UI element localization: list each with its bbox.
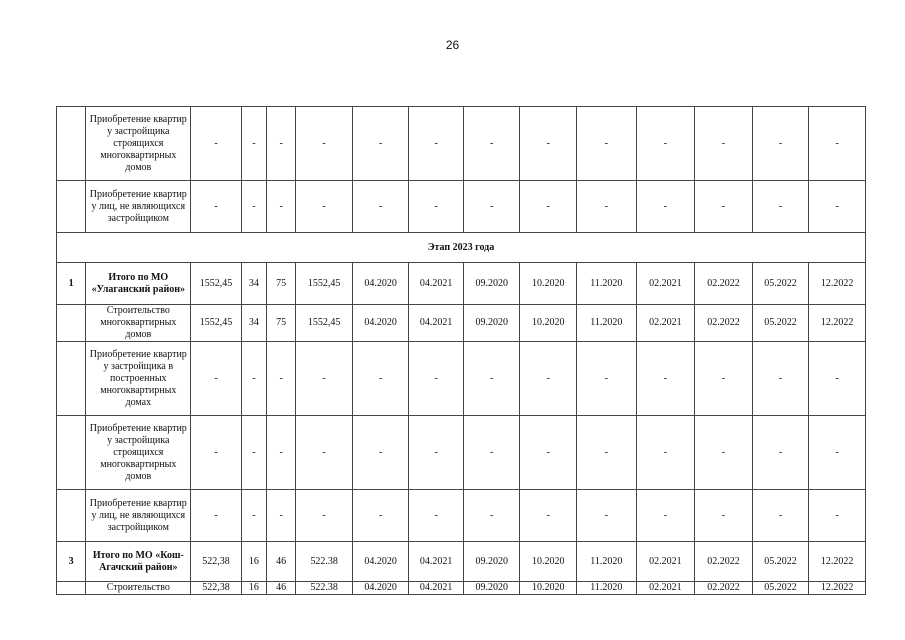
table-cell: -	[752, 181, 809, 233]
table-cell: 11.2020	[577, 305, 637, 342]
table-cell: 02.2021	[636, 263, 695, 305]
table-row	[57, 263, 866, 305]
table-cell: 16	[241, 582, 266, 595]
table-cell: -	[241, 107, 266, 181]
table-cell: 02.2022	[695, 263, 753, 305]
table-cell: -	[695, 107, 753, 181]
table-cell: 10.2020	[520, 542, 577, 582]
table-cell: -	[296, 181, 353, 233]
table-cell: -	[296, 107, 353, 181]
table-cell: -	[520, 416, 577, 490]
table-cell: 75	[267, 263, 296, 305]
table-cell: -	[752, 107, 809, 181]
table-cell: -	[463, 107, 520, 181]
table-cell: -	[191, 416, 241, 490]
row-name: Строительство многоквартирных домов	[86, 305, 191, 342]
table-cell: 09.2020	[463, 305, 520, 342]
table-cell: -	[695, 490, 753, 542]
table-cell: -	[809, 181, 866, 233]
table-cell: 10.2020	[520, 305, 577, 342]
table-cell: 04.2021	[409, 305, 464, 342]
row-name: Приобретение квартир у застройщика строящихся многоквартирных домов	[86, 107, 191, 181]
table-cell: -	[520, 181, 577, 233]
table-cell: 12.2022	[809, 582, 866, 595]
page-number: 26	[445, 38, 460, 52]
table-cell: -	[241, 342, 266, 416]
table-cell: -	[636, 181, 695, 233]
table-cell: -	[752, 490, 809, 542]
table-cell: 05.2022	[752, 263, 809, 305]
row-number	[57, 490, 86, 542]
table-cell: 02.2022	[695, 542, 753, 582]
table-cell: -	[352, 181, 409, 233]
table-row	[57, 342, 866, 416]
table-cell: -	[463, 342, 520, 416]
row-number: 1	[57, 263, 86, 305]
table-cell: -	[296, 416, 353, 490]
table-cell: -	[267, 416, 296, 490]
row-name: Приобретение квартир у лиц, не являющихся застройщиком	[86, 181, 191, 233]
table-cell: 02.2022	[695, 305, 753, 342]
table-cell: -	[809, 490, 866, 542]
table-cell: -	[577, 416, 637, 490]
table-cell: -	[267, 342, 296, 416]
row-name: Приобретение квартир у лиц, не являющихся застройщиком	[86, 490, 191, 542]
table-cell: -	[191, 490, 241, 542]
table-cell: 09.2020	[463, 263, 520, 305]
table-cell: -	[241, 181, 266, 233]
row-number	[57, 416, 86, 490]
row-name: Приобретение квартир у застройщика в построенных многоквартирных домах	[86, 342, 191, 416]
table-row	[57, 416, 866, 490]
table-cell: 522,38	[191, 542, 241, 582]
table-cell: -	[809, 342, 866, 416]
table-cell: 1552,45	[191, 305, 241, 342]
row-name: Итого по МО «Кош-Агачский район»	[86, 542, 191, 582]
table-cell: -	[267, 181, 296, 233]
table-cell: 09.2020	[463, 582, 520, 595]
table-cell: 04.2021	[409, 542, 464, 582]
table-cell: -	[809, 107, 866, 181]
table-cell: -	[267, 107, 296, 181]
table-cell: 1552,45	[296, 305, 353, 342]
table-cell: 522.38	[296, 542, 353, 582]
table-cell: -	[577, 342, 637, 416]
table-cell: 04.2020	[352, 305, 409, 342]
table-cell: -	[409, 490, 464, 542]
table-cell: -	[409, 416, 464, 490]
table-cell: -	[463, 416, 520, 490]
table-cell: -	[636, 342, 695, 416]
table-cell: 34	[241, 305, 266, 342]
table-cell: -	[463, 490, 520, 542]
table-cell: 75	[267, 305, 296, 342]
table-cell: -	[267, 490, 296, 542]
table-cell: -	[463, 181, 520, 233]
table-cell: -	[352, 107, 409, 181]
table-row	[57, 582, 866, 595]
table-cell: -	[636, 416, 695, 490]
table-cell: 02.2021	[636, 305, 695, 342]
table-cell: -	[577, 490, 637, 542]
table-cell: 522.38	[296, 582, 353, 595]
table-cell: -	[809, 416, 866, 490]
table-cell: 34	[241, 263, 266, 305]
table-cell: 12.2022	[809, 542, 866, 582]
table-cell: -	[191, 342, 241, 416]
table-row	[57, 490, 866, 542]
table-cell: 10.2020	[520, 582, 577, 595]
table-cell: 522,38	[191, 582, 241, 595]
table-cell: 02.2021	[636, 542, 695, 582]
table-cell: -	[695, 181, 753, 233]
table-cell: 11.2020	[577, 582, 637, 595]
table-cell: 04.2020	[352, 582, 409, 595]
table-cell: 04.2021	[409, 582, 464, 595]
table-cell: -	[520, 490, 577, 542]
housing-program-table	[56, 106, 866, 595]
row-number	[57, 342, 86, 416]
table-cell: -	[352, 416, 409, 490]
row-number	[57, 181, 86, 233]
table-cell: 1552,45	[191, 263, 241, 305]
table-cell: 12.2022	[809, 263, 866, 305]
table-cell: 05.2022	[752, 305, 809, 342]
table-cell: -	[752, 342, 809, 416]
table-cell: 04.2021	[409, 263, 464, 305]
stage-label: Этап 2023 года	[57, 233, 866, 263]
table-cell: 12.2022	[809, 305, 866, 342]
table-cell: 46	[267, 542, 296, 582]
table-cell: 11.2020	[577, 542, 637, 582]
table-cell: -	[191, 107, 241, 181]
table-cell: -	[695, 342, 753, 416]
table-cell: 04.2020	[352, 263, 409, 305]
row-name: Строительство	[86, 582, 191, 595]
table-cell: 46	[267, 582, 296, 595]
table-cell: -	[520, 342, 577, 416]
table-cell: 16	[241, 542, 266, 582]
table-cell: -	[752, 416, 809, 490]
row-number	[57, 305, 86, 342]
row-name: Приобретение квартир у застройщика строящихся многоквартирных домов	[86, 416, 191, 490]
table-cell: 05.2022	[752, 582, 809, 595]
row-number: 3	[57, 542, 86, 582]
table-cell: -	[241, 416, 266, 490]
table-cell: -	[296, 490, 353, 542]
table-cell: 09.2020	[463, 542, 520, 582]
table-row	[57, 542, 866, 582]
table-row	[57, 305, 866, 342]
table-cell: -	[636, 490, 695, 542]
table-cell: -	[520, 107, 577, 181]
table-cell: -	[409, 181, 464, 233]
table-cell: -	[577, 181, 637, 233]
table-cell: -	[577, 107, 637, 181]
table-cell: -	[191, 181, 241, 233]
table-cell: 05.2022	[752, 542, 809, 582]
table-cell: -	[296, 342, 353, 416]
table-cell: 04.2020	[352, 542, 409, 582]
table-cell: 02.2022	[695, 582, 753, 595]
table-row	[57, 107, 866, 181]
table-cell: -	[352, 490, 409, 542]
stage-header-row	[57, 233, 866, 263]
table-cell: -	[409, 342, 464, 416]
table-cell: 11.2020	[577, 263, 637, 305]
row-number	[57, 582, 86, 595]
table-cell: -	[241, 490, 266, 542]
table-cell: 10.2020	[520, 263, 577, 305]
table-row	[57, 181, 866, 233]
table-cell: 1552,45	[296, 263, 353, 305]
row-number	[57, 107, 86, 181]
table-cell: -	[695, 416, 753, 490]
table-cell: -	[409, 107, 464, 181]
table-cell: -	[636, 107, 695, 181]
row-name: Итого по МО «Улаганский район»	[86, 263, 191, 305]
table-cell: 02.2021	[636, 582, 695, 595]
table-cell: -	[352, 342, 409, 416]
